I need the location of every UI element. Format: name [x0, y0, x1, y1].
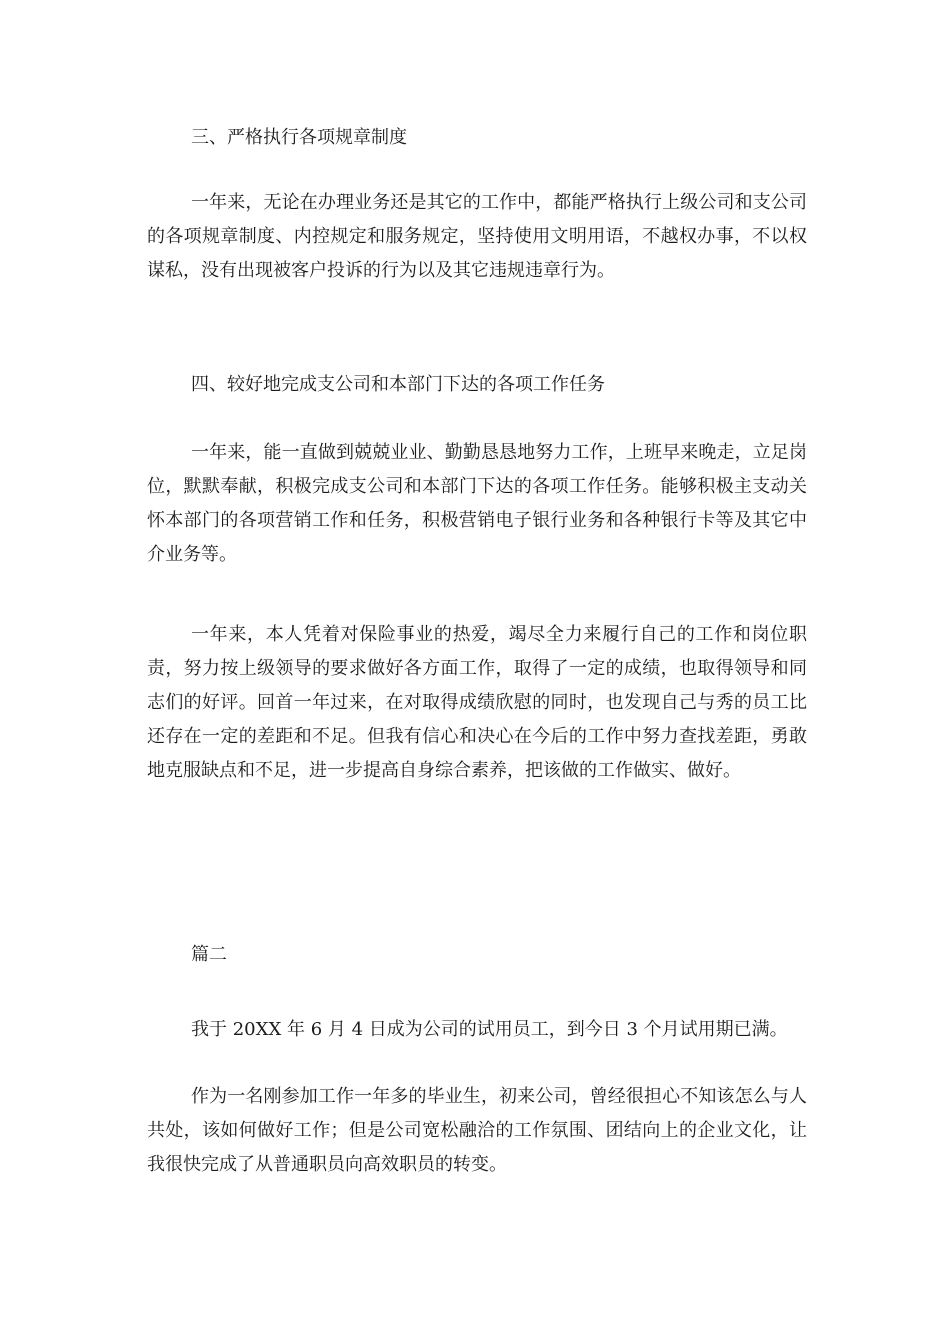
part-2-heading: 篇二	[191, 944, 227, 965]
section-3-paragraph: 一年来，无论在办理业务还是其它的工作中，都能严格执行上级公司和支公司的各项规章制度、内控规定和服务规定，坚持使用文明用语，不越权办事，不以权谋私，没有出现被客户投诉的行为以及其它违规违章行为。	[147, 192, 807, 281]
section-heading-4: 四、较好地完成支公司和本部门下达的各项工作任务	[191, 374, 605, 395]
part-2-paragraph-1: 我于 20XX 年 6 月 4 日成为公司的试用员工，到今日 3 个月试用期已满。	[191, 1019, 788, 1040]
section-4-paragraph-2: 一年来，本人凭着对保险事业的热爱，竭尽全力来履行自己的工作和岗位职责，努力按上级领导的要求做好各方面工作，取得了一定的成绩，也取得领导和同志们的好评。回首一年过来，在对取得成绩欣慰的同时，也发现自己与秀的员工比还存在一定的差距和不足。但我有信心和决心在今后的工作中努力查找差距，勇敢地克服缺点和不足，进一步提高自身综合素养，把该做的工作做实、做好。	[147, 624, 807, 781]
section-heading-3: 三、严格执行各项规章制度	[191, 127, 407, 148]
part-2-paragraph-2: 作为一名刚参加工作一年多的毕业生，初来公司，曾经很担心不知该怎么与人共处，该如何做好工作；但是公司宽松融洽的工作氛围、团结向上的企业文化，让我很快完成了从普通职员向高效职员的转变。	[147, 1086, 807, 1175]
section-4-paragraph-1: 一年来，能一直做到兢兢业业、勤勤恳恳地努力工作，上班早来晚走，立足岗位，默默奉献，积极完成支公司和本部门下达的各项工作任务。能够积极主支动关怀本部门的各项营销工作和任务，积极营销电子银行业务和各种银行卡等及其它中介业务等。	[147, 442, 807, 565]
